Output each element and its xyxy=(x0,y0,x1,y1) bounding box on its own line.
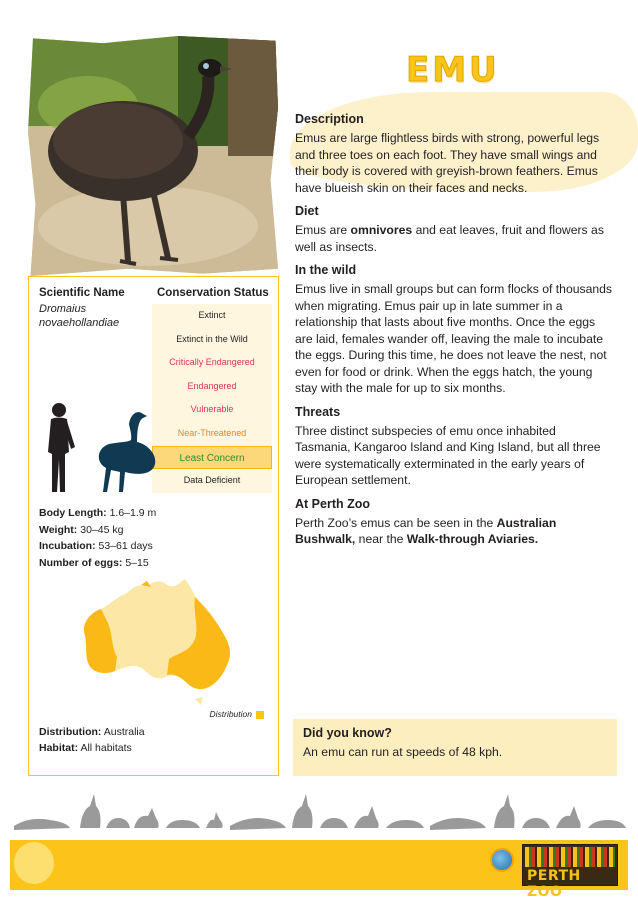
distribution-habitat xyxy=(39,724,145,756)
logo-pattern xyxy=(525,847,615,867)
info-panel xyxy=(28,276,279,776)
description-text: Emus are large flightless birds with strong, powerful legs and three toes on each foot. They have small wings and their body is covered with greyish-brown feathers. Emus have blueish skin on their faces and necks. xyxy=(295,131,600,195)
footer-decoration xyxy=(14,842,54,884)
fact-distribution: Distribution: Australia xyxy=(39,726,145,738)
description-heading: Description xyxy=(295,112,364,126)
perth-zoo-logo xyxy=(522,844,618,900)
distribution-legend-label: Distribution xyxy=(209,709,252,719)
wild-text: Emus live in small groups but can form flocks of thousands when migrating. Emus pair up in late summer in a relationship that lasts about five months. Once the eggs are laid, females wander off, leaving the male to incubate the eggs. During this time, he does not leave the nest, not even for food or drink. When the eggs hatch, the young stay with the male for up to six months. xyxy=(295,282,613,395)
australia-distribution-map xyxy=(77,577,237,707)
diet-heading: Diet xyxy=(295,204,319,218)
threats-heading: Threats xyxy=(295,404,341,419)
zoo-heading: At Perth Zoo xyxy=(295,496,370,511)
emu-facts xyxy=(39,505,156,571)
conservation-status-item: Data Deficient xyxy=(183,475,241,486)
conservation-status-item: Near-Threatened xyxy=(177,427,247,438)
emu-photo-illustration xyxy=(28,36,278,276)
wild-heading: In the wild xyxy=(295,263,357,277)
human-emu-size-comparison-icon xyxy=(39,402,179,497)
conservation-status-item: Least Concern xyxy=(152,446,272,470)
did-you-know-box xyxy=(293,719,617,776)
zoo-text: Perth Zoo’s emus can be seen in the Australian Bushwalk, near the Walk-through Aviaries. xyxy=(295,515,557,546)
distribution-legend xyxy=(209,709,264,719)
fact-body-length: Body Length: 1.6–1.9 m xyxy=(39,507,157,519)
conservation-status-item: Endangered xyxy=(187,380,237,391)
threats-text: Three distinct subspecies of emu once inhabited Tasmania, Kangaroo Island and King Island, but all three were systematically exterminated in the early years of European settlement. xyxy=(295,423,601,487)
emu-photo xyxy=(28,36,278,276)
fact-number-of-eggs: Number of eggs: 5–15 xyxy=(39,556,149,569)
perth-zoo-logo-text: PERTH ZOO xyxy=(527,868,581,900)
conservation-status-heading: Conservation Status xyxy=(157,287,269,299)
conservation-status-item: Extinct in the Wild xyxy=(176,333,248,344)
scientific-name-value: Dromaius novaehollandiae xyxy=(39,303,120,329)
conservation-status-item: Extinct xyxy=(198,310,226,320)
conservation-status-item: Critically Endangered xyxy=(169,357,255,368)
animal-silhouettes-icon xyxy=(10,788,628,838)
conservation-status-item: Vulnerable xyxy=(190,404,234,415)
did-you-know-text: An emu can run at speeds of 48 kph. xyxy=(303,745,503,759)
main-content xyxy=(295,112,613,556)
diet-text: Emus are omnivores and eat leaves, fruit and flowers as well as insects. xyxy=(295,223,604,254)
fact-weight: Weight: 30–45 kg xyxy=(39,523,124,536)
page-title: EMU xyxy=(406,50,500,90)
did-you-know-heading: Did you know? xyxy=(303,726,392,740)
distribution-legend-swatch xyxy=(256,711,264,719)
fact-habitat: Habitat: All habitats xyxy=(39,742,132,754)
globe-logo-icon xyxy=(490,848,514,872)
footer-bar xyxy=(10,840,628,900)
fact-incubation: Incubation: 53–61 days xyxy=(39,540,153,552)
scientific-name-heading: Scientific Name xyxy=(39,287,125,299)
